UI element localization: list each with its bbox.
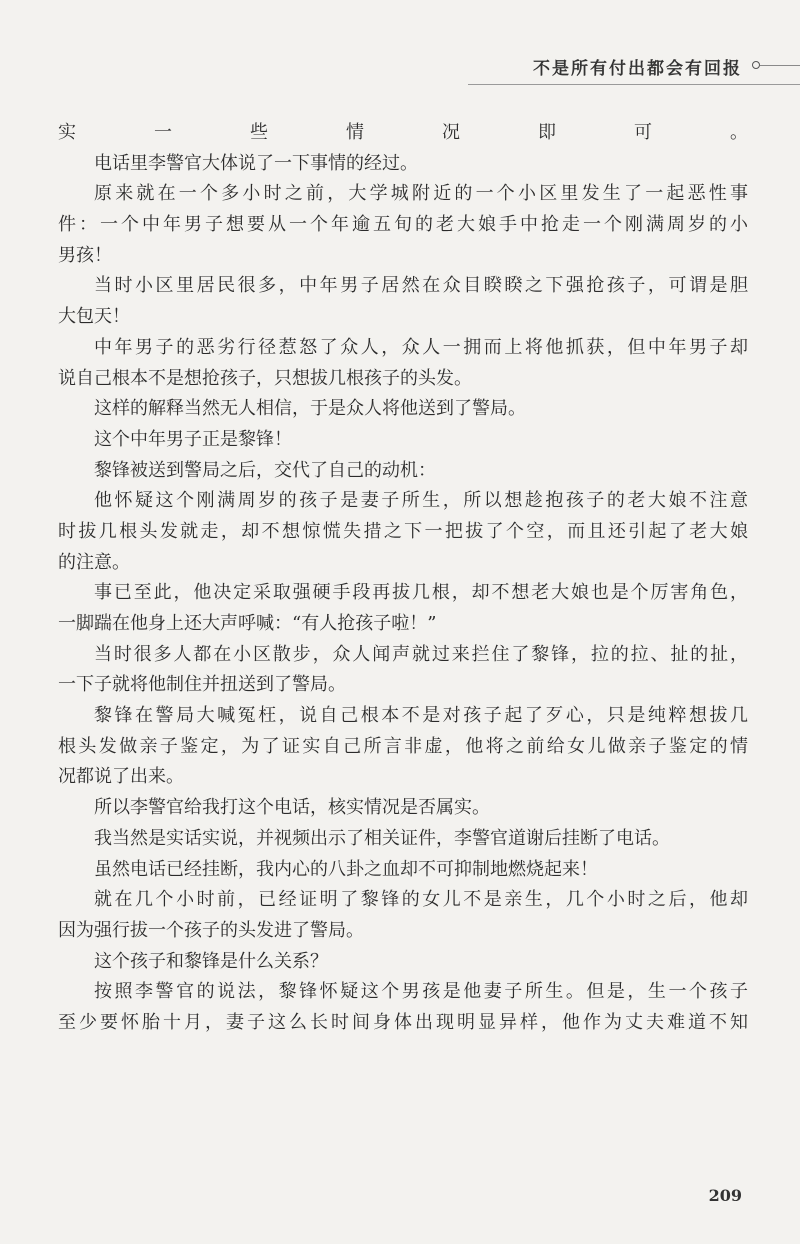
text-line: 电话里李警官大体说了一下事情的经过。 <box>94 152 418 174</box>
header-title: 不是所有付出都会有回报 <box>533 59 742 79</box>
text-line: 就在几个小时前，已经证明了黎锋的女儿不是亲生，几个小时之后，他却 <box>94 889 748 911</box>
running-header <box>468 50 800 86</box>
text-line: 根头发做亲子鉴定，为了证实自己所言非虚，他将之前给女儿做亲子鉴定的情 <box>58 735 748 757</box>
text-line: 这样的解释当然无人相信，于是众人将他送到了警局。 <box>94 398 526 420</box>
text-line: 当时小区里居民很多，中年男子居然在众目睽睽之下强抢孩子，可谓是胆 <box>94 275 748 297</box>
text-line: 况都说了出来。 <box>58 766 184 788</box>
text-line: 实一些情况即可。 <box>58 122 748 143</box>
body-text <box>58 118 748 1039</box>
text-line: 至少要怀胎十月，妻子这么长时间身体出现明显异样，他作为丈夫难道不知 <box>58 1011 748 1033</box>
text-line: 所以李警官给我打这个电话，核实情况是否属实。 <box>94 797 490 819</box>
text-line: 时拔几根头发就走，却不想惊慌失措之下一把拔了个空，而且还引起了老大娘 <box>58 520 748 542</box>
text-line: 男孩！ <box>58 244 112 266</box>
text-line: 他怀疑这个刚满周岁的孩子是妻子所生，所以想趁抱孩子的老大娘不注意 <box>94 490 748 512</box>
text-line: 当时很多人都在小区散步，众人闻声就过来拦住了黎锋，拉的拉、扯的扯， <box>94 643 748 665</box>
text-line: 这个中年男子正是黎锋！ <box>94 428 292 450</box>
text-line: 虽然电话已经挂断，我内心的八卦之血却不可抑制地燃烧起来！ <box>94 858 598 880</box>
text-line: 的注意。 <box>58 551 130 573</box>
header-ornament-line <box>760 65 800 66</box>
text-line: 我当然是实话实说，并视频出示了相关证件，李警官道谢后挂断了电话。 <box>94 827 670 849</box>
header-circle-ornament <box>752 61 760 69</box>
text-line: 说自己根本不是想抢孩子，只想拔几根孩子的头发。 <box>58 367 472 389</box>
text-line: 一下子就将他制住并扭送到了警局。 <box>58 674 346 696</box>
text-line: 中年男子的恶劣行径惹怒了众人，众人一拥而上将他抓获，但中年男子却 <box>94 336 748 358</box>
text-line: 因为强行拔一个孩子的头发进了警局。 <box>58 919 364 941</box>
text-line: 原来就在一个多小时之前，大学城附近的一个小区里发生了一起恶性事 <box>94 183 748 205</box>
text-line: 黎锋在警局大喊冤枉，说自己根本不是对孩子起了歹心，只是纯粹想拔几 <box>94 705 748 727</box>
text-line: 按照李警官的说法，黎锋怀疑这个男孩是他妻子所生。但是，生一个孩子 <box>94 981 748 1003</box>
text-line: 这个孩子和黎锋是什么关系？ <box>94 950 328 972</box>
text-line: 件：一个中年男子想要从一个年逾五旬的老大娘手中抢走一个刚满周岁的小 <box>58 214 748 236</box>
text-line: 大包天！ <box>58 306 130 328</box>
text-line: 一脚踹在他身上还大声呼喊：“有人抢孩子啦！” <box>58 613 437 634</box>
page-number: 209 <box>708 1186 742 1205</box>
header-rule <box>468 84 800 85</box>
text-line: 黎锋被送到警局之后，交代了自己的动机： <box>94 459 436 481</box>
text-line: 事已至此，他决定采取强硬手段再拔几根，却不想老大娘也是个厉害角色， <box>94 582 748 604</box>
